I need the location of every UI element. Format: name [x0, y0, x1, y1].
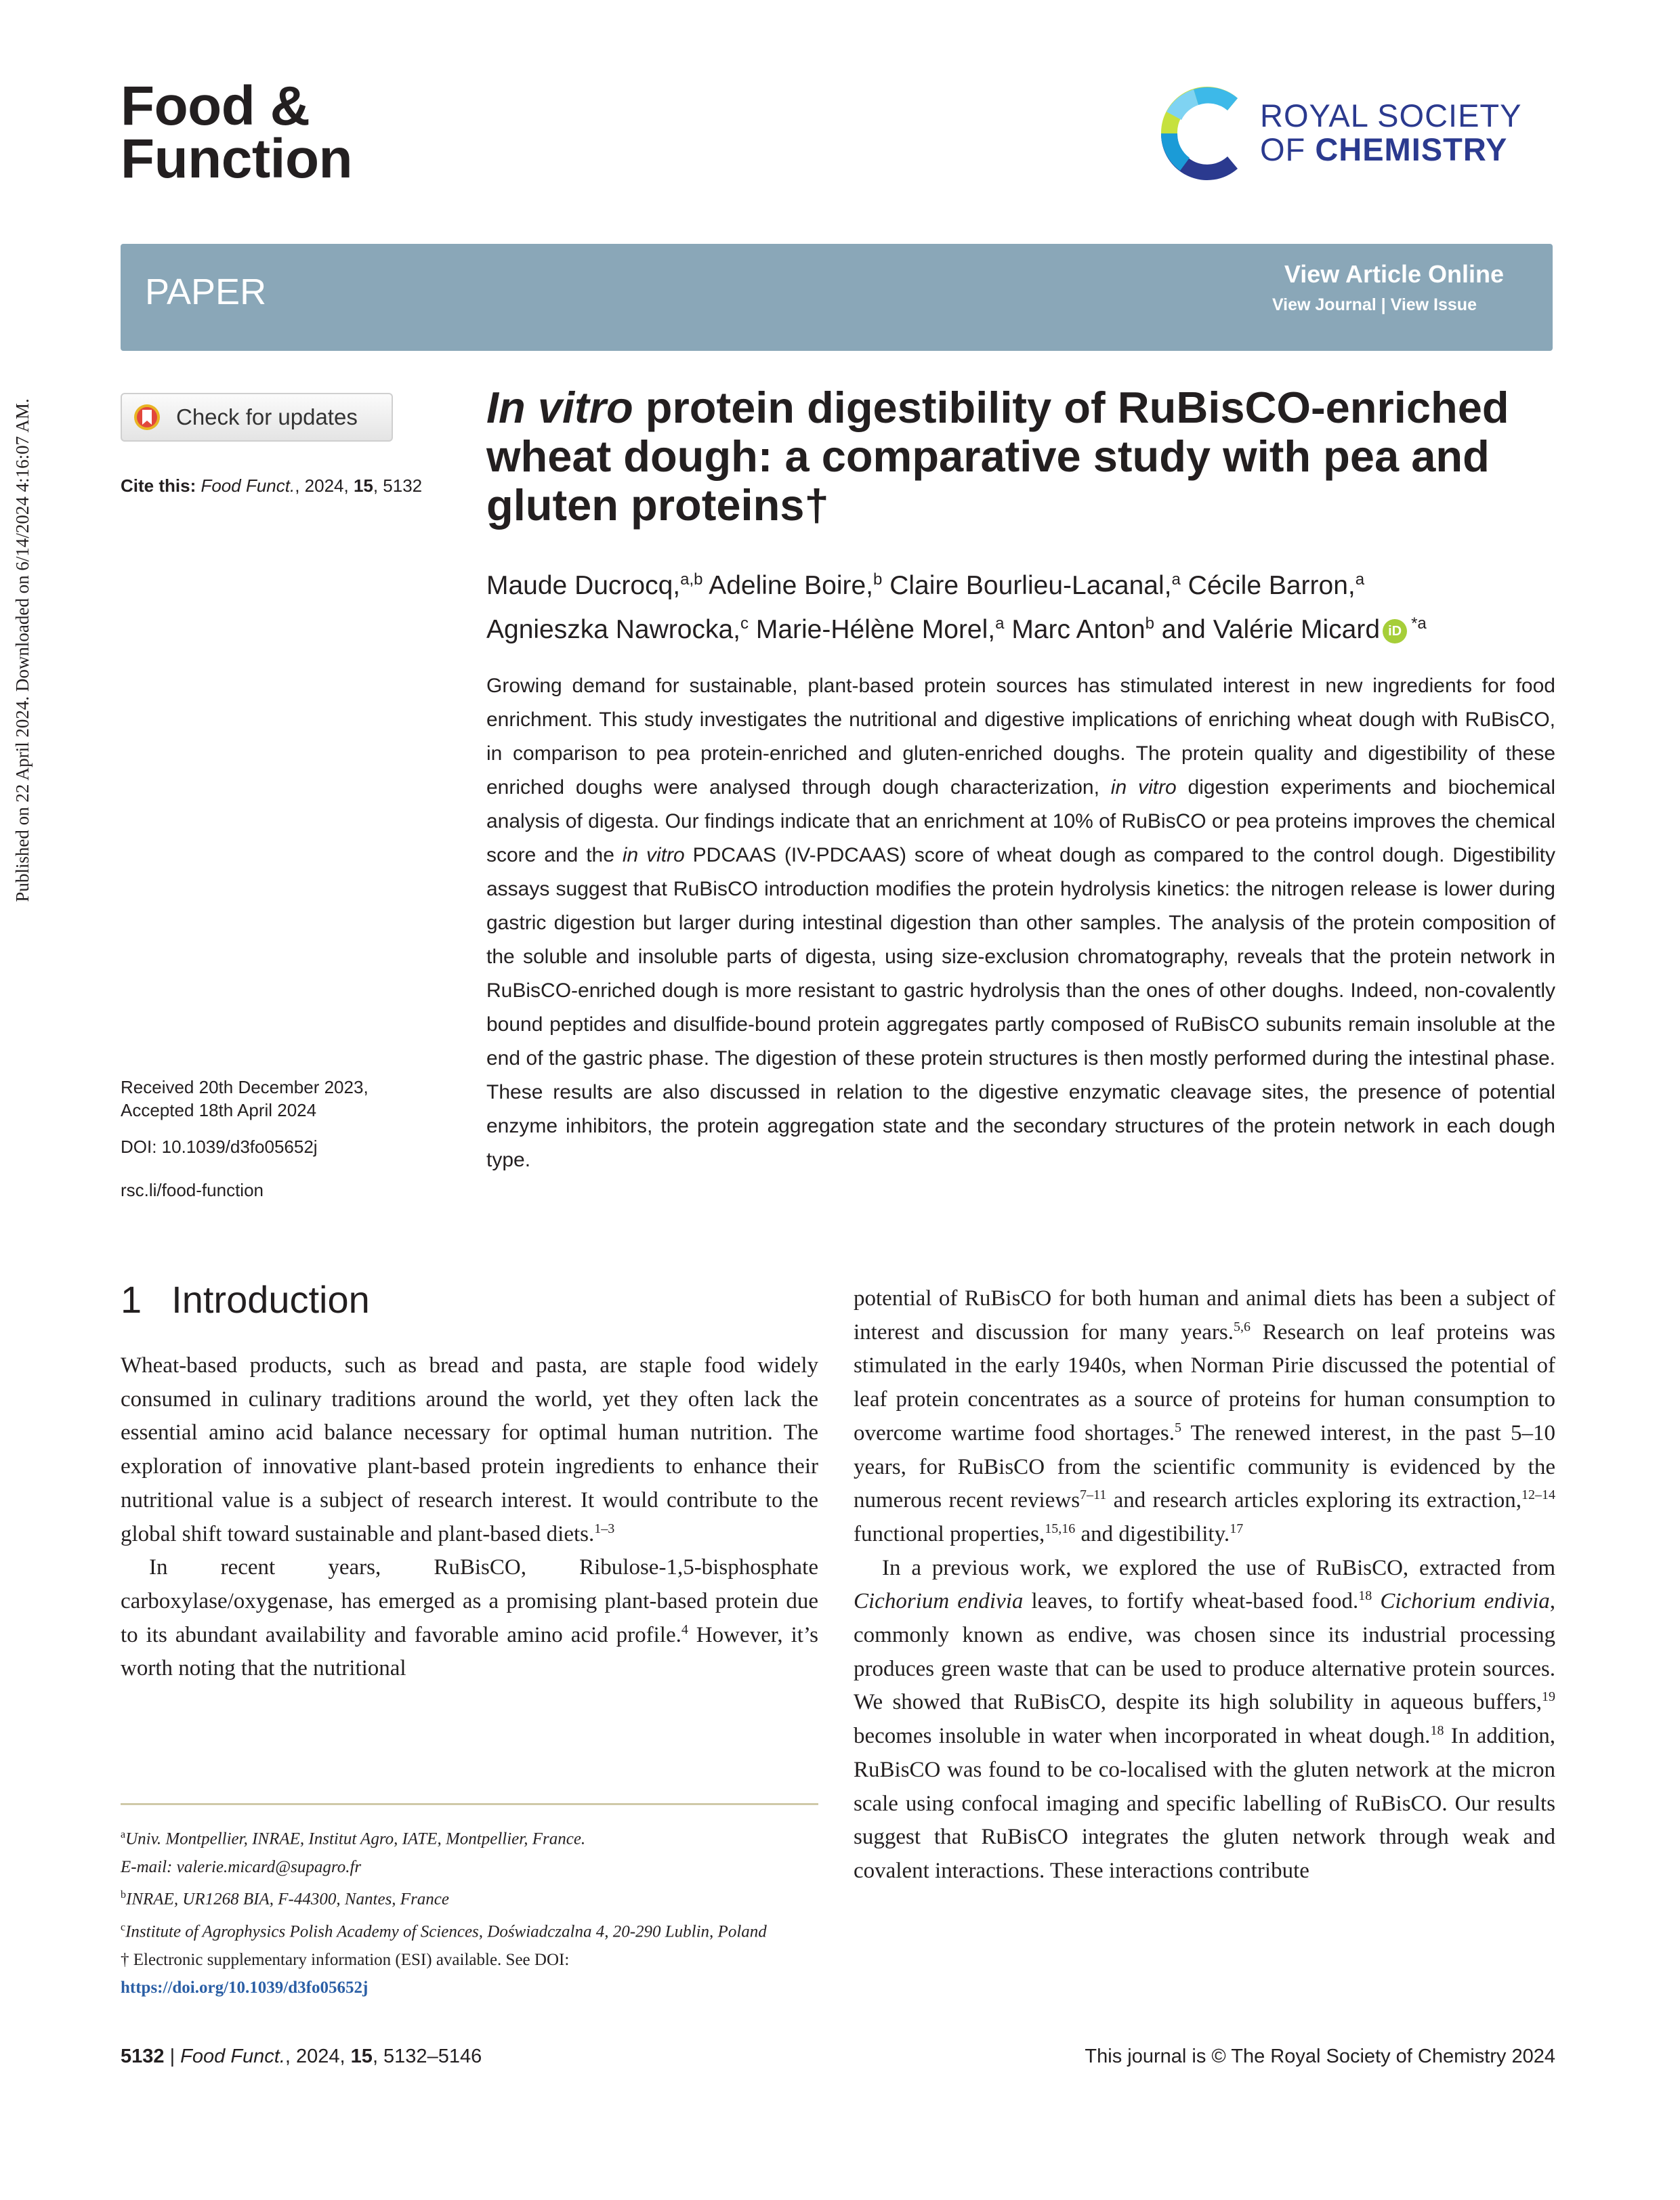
- footnote-b: [121, 1881, 818, 1913]
- author-affiliation: a,b: [680, 570, 703, 589]
- rsc-journal-link[interactable]: rsc.li/food-function: [121, 1180, 264, 1200]
- text: potential of RuBisCO for both human and animal diets has been a subject of interest and discussion for many years.: [854, 1286, 1555, 1345]
- citation-ref[interactable]: 19: [1542, 1689, 1555, 1705]
- species-name: Cichorium endivia: [854, 1589, 1024, 1614]
- publication-sidebar-text: Published on 22 April 2024. Downloaded on 6/14/2024 4:16:07 AM.: [12, 398, 33, 902]
- author: Maude Ducrocq,: [486, 571, 681, 600]
- author: Adeline Boire,: [702, 571, 874, 600]
- author-affiliation: c: [740, 614, 749, 633]
- text: However, it’s worth noting that the nutritional: [121, 1622, 818, 1681]
- citation-ref[interactable]: 17: [1230, 1521, 1244, 1536]
- page-number: 5132: [121, 2046, 165, 2067]
- text: In addition, RuBisCO was found to be co-localised with the gluten network at the micron scale using confocal imaging and specific labelling of RuBisCO. Our results suggest that RuBisCO integrates the gluten network through weak and covalent interactions. These interactions contribute: [854, 1724, 1555, 1883]
- footnote-text[interactable]: E-mail: valerie.micard@supagro.fr: [121, 1857, 362, 1876]
- author: Claire Bourlieu-Lacanal,: [882, 571, 1172, 600]
- author-affiliation: *a: [1411, 614, 1427, 633]
- citation-ref[interactable]: 15,16: [1045, 1521, 1076, 1536]
- footnote-text: † Electronic supplementary information (ESI) available. See DOI:: [121, 1950, 570, 1969]
- section-number: 1: [121, 1278, 142, 1321]
- text: In recent years, RuBisCO, Ribulose-1,5-bisphosphate carboxylase/oxygenase, has emerged as a promising plant-based protein due to its abundant availability and favorable amino acid profile.: [121, 1555, 818, 1647]
- footer-pages: , 5132–5146: [372, 2046, 482, 2067]
- text: functional properties,: [854, 1521, 1045, 1546]
- footnote-marker: a: [121, 1829, 126, 1840]
- article-type-label: PAPER: [145, 272, 267, 312]
- citation: [121, 475, 422, 496]
- article-title: [486, 383, 1557, 530]
- left-column: [121, 1349, 818, 1686]
- banner-separator: |: [1376, 295, 1391, 314]
- abstract-italic: in vitro: [1110, 776, 1177, 799]
- author: Cécile Barron,: [1180, 571, 1356, 600]
- text: becomes insoluble in water when incorporated in wheat dough.: [854, 1724, 1431, 1749]
- text: The renewed interest, in the past 5–10 years, for RuBisCO from the scientific community is evidenced by the numerous recent reviews: [854, 1420, 1555, 1513]
- text: leaves, to fortify wheat-based food.: [1023, 1589, 1359, 1614]
- author: Agnieszka Nawrocka,: [486, 615, 740, 644]
- author-affiliation: a: [1355, 570, 1365, 589]
- bookmark-icon: [133, 403, 161, 431]
- text: [1372, 1589, 1380, 1613]
- journal-title: [121, 75, 353, 190]
- publisher-line2-of: OF: [1260, 131, 1316, 167]
- author: Marie-Hélène Morel,: [749, 615, 996, 644]
- author: and Valérie Micard: [1154, 615, 1381, 644]
- received-date: Received 20th December 2023,: [121, 1077, 369, 1097]
- title-italic: In vitro: [486, 383, 633, 432]
- footer-year: , 2024,: [285, 2046, 351, 2067]
- footnote-divider: [121, 1803, 818, 1805]
- text: Research on leaf proteins was stimulated in the early 1940s, when Norman Pirie discussed the potential of leaf protein concentrates as a source of proteins for human consumption to overcome wartime food shortages.: [854, 1319, 1555, 1445]
- paragraph: [121, 1349, 818, 1551]
- footnote-a: [121, 1821, 818, 1853]
- author: Marc Anton: [1004, 615, 1146, 644]
- section-heading: [121, 1277, 370, 1321]
- footnote-marker: c: [121, 1922, 126, 1934]
- citation-ref[interactable]: 18: [1358, 1588, 1372, 1604]
- citation-ref[interactable]: 12–14: [1521, 1487, 1555, 1503]
- abstract-text: Growing demand for sustainable, plant-based protein sources has stimulated interest in new ingredients for food enrichment. This study investigates the nutritional and digestive implications of enriching wheat dough with RuBisCO, in comparison to pea protein-enriched and gluten-enriched doughs. The protein quality and digestibility of these enriched doughs were analysed through dough characterization,: [486, 675, 1555, 799]
- publisher-line1: ROYAL SOCIETY: [1260, 98, 1522, 133]
- text: and research articles exploring its extraction,: [1106, 1488, 1521, 1513]
- view-issue-link[interactable]: View Issue: [1390, 295, 1477, 314]
- cite-year: , 2024,: [295, 475, 354, 496]
- footnote-c: [121, 1913, 818, 1946]
- footnote-marker: b: [121, 1889, 126, 1901]
- footnote-text: INRAE, UR1268 BIA, F-44300, Nantes, France: [126, 1890, 449, 1909]
- footer-volume: 15: [350, 2046, 373, 2067]
- title-rest: protein digestibility of RuBisCO-enriched wheat dough: a comparative study with pea and gluten proteins†: [486, 383, 1509, 530]
- text: , commonly known as endive, was chosen since its industrial processing produces green waste that can be used to produce alternative protein sources. We showed that RuBisCO, despite its high solubility in aqueous buffers,: [854, 1589, 1555, 1715]
- footnote-esi: [121, 1946, 818, 2002]
- check-for-updates-label: Check for updates: [176, 404, 358, 429]
- footnotes: [121, 1821, 818, 2002]
- right-column: [854, 1282, 1555, 1888]
- paragraph: [854, 1552, 1555, 1888]
- page-footer-left: [121, 2046, 482, 2068]
- accepted-date: Accepted 18th April 2024: [121, 1100, 317, 1120]
- copyright-notice: This journal is © The Royal Society of Chemistry 2024: [1085, 2046, 1555, 2067]
- citation-ref[interactable]: 1–3: [594, 1521, 615, 1536]
- text: In a previous work, we explored the use of RuBisCO, extracted from: [882, 1555, 1555, 1580]
- author-affiliation: b: [1145, 614, 1154, 633]
- citation-ref[interactable]: 5,6: [1233, 1319, 1251, 1334]
- cite-page: , 5132: [373, 475, 423, 496]
- publisher-wordmark: [1260, 99, 1521, 167]
- footer-sep: |: [164, 2046, 181, 2067]
- abstract: [486, 669, 1555, 1177]
- abstract-italic: in vitro: [622, 844, 685, 866]
- paragraph: [854, 1282, 1555, 1552]
- author-affiliation: b: [873, 570, 883, 589]
- footnote-text: Institute of Agrophysics Polish Academy of Sciences, Doświadczalna 4, 20-290 Lublin, Poland: [125, 1922, 767, 1941]
- cite-label: Cite this:: [121, 475, 196, 496]
- species-name: Cichorium endivia: [1380, 1589, 1550, 1614]
- check-for-updates-button[interactable]: [121, 393, 393, 442]
- view-journal-link[interactable]: View Journal: [1272, 295, 1377, 314]
- author-affiliation: a: [1171, 570, 1181, 589]
- journal-title-line2: Function: [121, 128, 353, 190]
- text: Wheat-based products, such as bread and pasta, are staple food widely consumed in culinary traditions around the world, yet they often lack the essential amino acid balance necessary for optimal human nutrition. The exploration of innovative plant-based protein ingredients to enhance their nutritional value is a subject of research interest. It would contribute to the global shift toward sustainable and plant-based diets.: [121, 1353, 818, 1546]
- paragraph: [121, 1551, 818, 1686]
- abstract-text: digestion experiments and biochemical analysis of digesta. Our findings indicate that an enrichment at 10% of RuBisCO or pea proteins improves the chemical score and the: [486, 776, 1555, 866]
- orcid-icon[interactable]: iD: [1383, 619, 1407, 643]
- footnote-email: [121, 1853, 818, 1882]
- section-title: Introduction: [171, 1278, 370, 1321]
- article-type-banner: [121, 244, 1553, 351]
- esi-doi-link[interactable]: https://doi.org/10.1039/d3fo05652j: [121, 1979, 369, 1997]
- footnote-text: Univ. Montpellier, INRAE, Institut Agro, IATE, Montpellier, France.: [125, 1829, 586, 1848]
- cite-journal: Food Funct.: [201, 475, 295, 496]
- doi-text: DOI: 10.1039/d3fo05652j: [121, 1137, 318, 1157]
- banner-links: [1272, 295, 1477, 315]
- publisher-line2: [1260, 133, 1521, 167]
- cite-volume: 15: [353, 475, 373, 496]
- text: and digestibility.: [1075, 1521, 1230, 1546]
- author-list: [486, 561, 1563, 649]
- journal-title-line1: Food &: [121, 75, 310, 137]
- citation-ref[interactable]: 7–11: [1080, 1487, 1107, 1503]
- view-article-online-link[interactable]: View Article Online: [1284, 260, 1504, 288]
- publisher-line2-chemistry: CHEMISTRY: [1315, 131, 1508, 167]
- citation-ref[interactable]: 5: [1175, 1420, 1182, 1435]
- footer-journal: Food Funct.: [180, 2046, 285, 2067]
- abstract-text: PDCAAS (IV-PDCAAS) score of wheat dough as compared to the control dough. Digestibility assays suggest that RuBisCO introduction modifies the protein hydrolysis kinetics: the nitrogen release is lower during gastric digestion but larger during intestinal digestion than other samples. The analysis of the protein composition of the soluble and insoluble parts of digesta, using size-exclusion chromatography, reveals that the protein network in RuBisCO-enriched dough is more resistant to gastric hydrolysis than the ones of other doughs. Indeed, non-covalently bound peptides and disulfide-bound protein aggregates partly composed of RuBisCO subunits remain insoluble at the end of the gastric phase. The digestion of these protein structures is then mostly performed during the intestinal phase. These results are also discussed in relation to the digestive enzymatic cleavage sites, the presence of potential enzyme inhibitors, the protein aggregation state and the secondary structures of the protein network in each dough type.: [486, 844, 1556, 1171]
- citation-ref[interactable]: 18: [1430, 1723, 1444, 1739]
- citation-ref[interactable]: 4: [681, 1622, 688, 1637]
- author-affiliation: a: [995, 614, 1005, 633]
